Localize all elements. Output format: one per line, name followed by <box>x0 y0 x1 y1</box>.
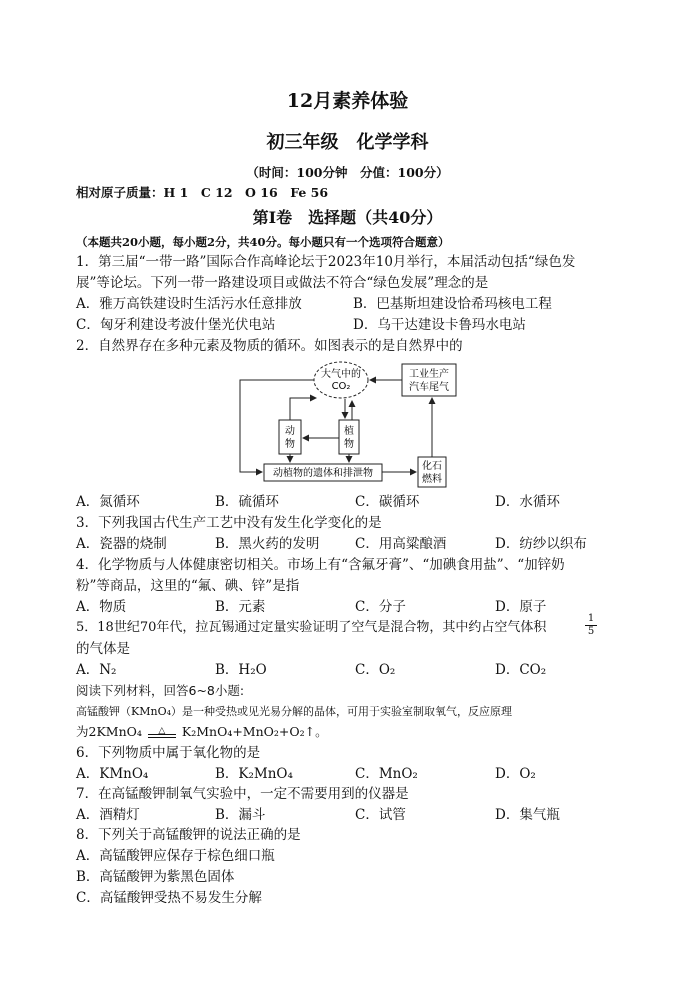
q8-option-c: C．高锰酸钾受热不易发生分解 <box>76 890 262 906</box>
q2-option-a: A．氮循环 <box>76 494 140 510</box>
q8-option-a: A．高锰酸钾应保存于棕色细口瓶 <box>76 848 275 864</box>
reading-intro: 阅读下列材料，回答6~8小题: <box>76 683 245 698</box>
q3-stem: 3．下列我国古代生产工艺中没有发生化学变化的是 <box>76 515 382 531</box>
q3-option-d: D．纺纱以织布 <box>495 536 587 552</box>
atomic-mass: 相对原子质量：H 1 C 12 O 16 Fe 56 <box>76 185 329 200</box>
q1-option-a: A．雅万高铁建设时生活污水任意排放 <box>76 296 302 312</box>
part-title: 第Ⅰ卷 选择题（共40分） <box>252 208 443 227</box>
co2-label-2: CO₂ <box>331 381 351 392</box>
exam-title: 12月素养体验 <box>286 90 409 112</box>
q5-fraction-numerator: 1 <box>587 613 595 624</box>
q2-stem: 2．自然界存在多种元素及物质的循环。如图表示的是自然界中的 <box>76 338 463 354</box>
reading-equation-right: K₂MnO₄+MnO₂+O₂↑。 <box>181 724 328 739</box>
q4-stem-line2: 粉”等商品，这里的“氟、碘、锌”是指 <box>76 578 300 594</box>
industry-label-2: 汽车尾气 <box>409 382 449 393</box>
q8-stem: 8．下列关于高锰酸钾的说法正确的是 <box>76 827 301 843</box>
reading-line2 <box>76 723 328 741</box>
heat-symbol: △ <box>158 725 166 736</box>
q6-option-a: A．KMnO₄ <box>76 766 149 782</box>
co2-node <box>314 362 368 398</box>
q7-option-c: C．试管 <box>355 807 406 823</box>
q5-option-c: C．O₂ <box>355 662 396 678</box>
exam-subtitle: 初三年级 化学学科 <box>266 132 429 153</box>
fossil-label-1: 化石 <box>422 461 442 472</box>
reading-equation-left: 为2KMnO₄ <box>76 724 142 739</box>
time-score: （时间：100分钟 分值：100分） <box>246 165 449 180</box>
animal-label-2: 物 <box>285 439 295 450</box>
heat-arrow <box>146 726 178 740</box>
q3-option-c: C．用高粱酿酒 <box>355 536 447 552</box>
q5-stem-line2: 的气体是 <box>76 641 130 657</box>
fossil-label-2: 燃料 <box>422 474 442 485</box>
q2-option-c: C．碳循环 <box>355 494 420 510</box>
q5-option-b: B．H₂O <box>215 662 267 678</box>
q5-option-d: D．CO₂ <box>495 662 547 678</box>
industry-label-1: 工业生产 <box>409 369 449 380</box>
q4-option-d: D．原子 <box>495 599 547 615</box>
q8-option-b: B．高锰酸钾为紫黑色固体 <box>76 869 235 885</box>
q1-option-b: B．巴基斯坦建设恰希玛核电工程 <box>353 296 552 312</box>
q6-stem: 6．下列物质中属于氧化物的是 <box>76 745 261 761</box>
q2-option-b: B．硫循环 <box>215 494 279 510</box>
q4-option-c: C．分子 <box>355 599 406 615</box>
q1-stem-line1: 1．第三届“一带一路”国际合作高峰论坛于2023年10月举行，本届活动包括“绿色发 <box>76 254 576 270</box>
q5-option-a: A．N₂ <box>76 662 117 678</box>
co2-label-1: 大气中的 <box>321 369 361 380</box>
q7-option-a: A．酒精灯 <box>76 807 140 823</box>
q6-option-c: C．MnO₂ <box>355 766 418 782</box>
q7-option-b: B．漏斗 <box>215 807 266 823</box>
plant-label-1: 植 <box>344 426 354 437</box>
reading-line1: 高锰酸钾（KMnO₄）是一种受热或见光易分解的晶体，可用于实验室制取氧气，反应原理 <box>76 705 512 718</box>
q5-fraction-denominator: 5 <box>587 626 595 637</box>
plant-label-2: 物 <box>344 439 354 450</box>
q5-fraction <box>585 614 597 637</box>
q4-option-a: A．物质 <box>76 599 127 615</box>
q4-option-b: B．元素 <box>215 599 266 615</box>
carbon-cycle-diagram <box>230 358 460 488</box>
q4-stem-line1: 4．化学物质与人体健康密切相关。市场上有“含氟牙膏”、“加碘食用盐”、“加锌奶 <box>76 557 565 573</box>
remains-label: 动植物的遗体和排泄物 <box>273 468 373 479</box>
q5-stem-line1: 5．18世纪70年代，拉瓦锡通过定量实验证明了空气是混合物，其中约占空气体积 <box>76 620 547 635</box>
q1-option-d: D．乌干达建设卡鲁玛水电站 <box>353 317 526 333</box>
q6-option-b: B．K₂MnO₄ <box>215 766 293 782</box>
animal-label-1: 动 <box>285 426 295 437</box>
q1-option-c: C．匈牙利建设考波什堡光伏电站 <box>76 317 276 333</box>
q7-stem: 7．在高锰酸钾制氧气实验中，一定不需要用到的仪器是 <box>76 786 409 802</box>
q7-option-d: D．集气瓶 <box>495 807 560 823</box>
q3-option-a: A．瓷器的烧制 <box>76 536 167 552</box>
q1-stem-line2: 展”等论坛。下列一带一路建设项目或做法不符合“绿色发展”理念的是 <box>76 275 489 291</box>
part-note: （本题共20小题，每小题2分，共40分。每小题只有一个选项符合题意） <box>76 235 450 249</box>
q3-option-b: B．黑火药的发明 <box>215 536 320 552</box>
q6-option-d: D．O₂ <box>495 766 536 782</box>
q2-option-d: D．水循环 <box>495 494 560 510</box>
